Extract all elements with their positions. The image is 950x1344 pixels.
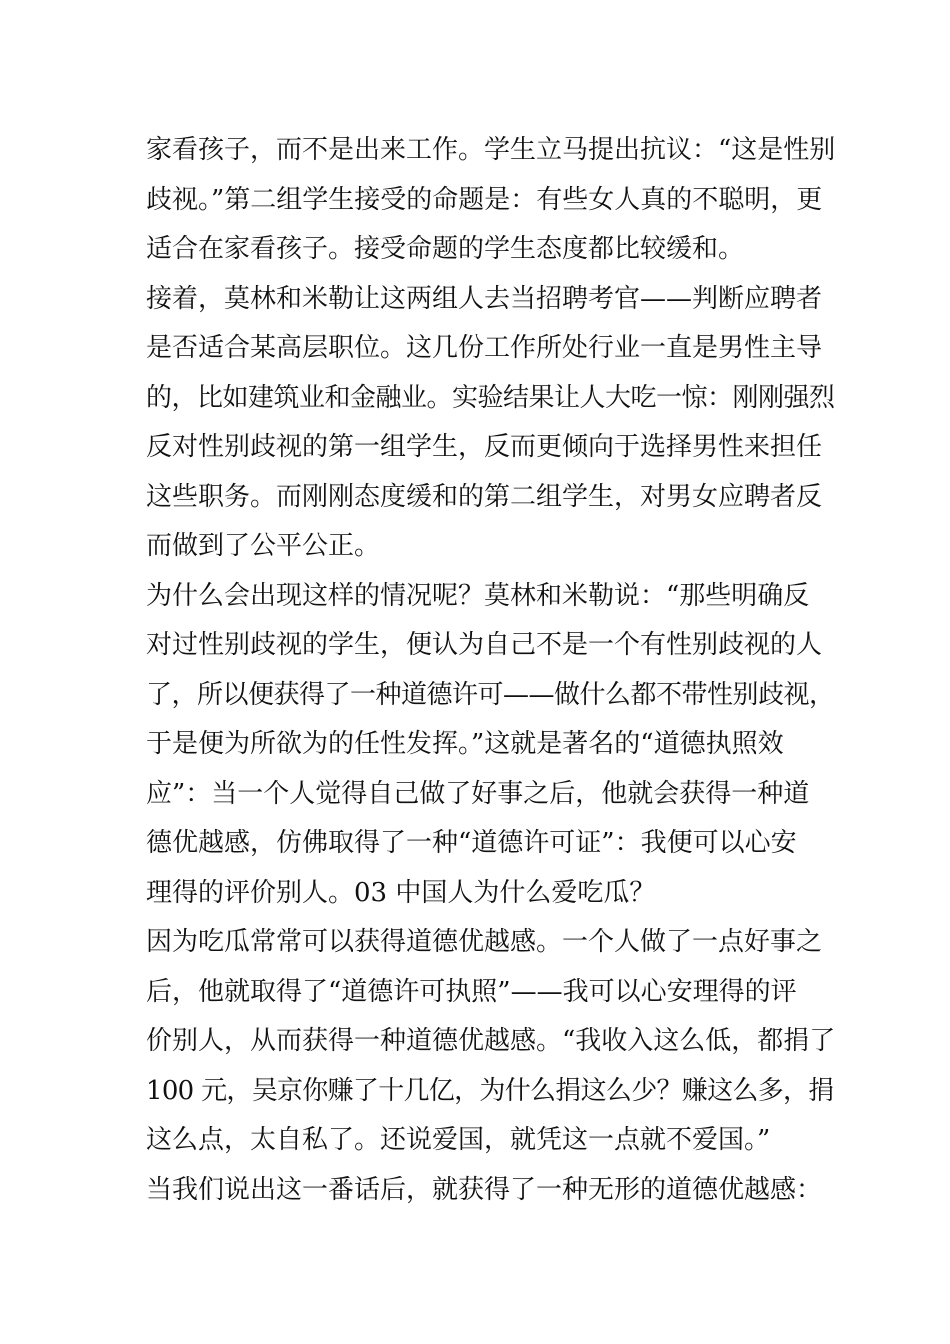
text-line: 德优越感，仿佛取得了一种“道德许可证”：我便可以心安 [146, 828, 797, 858]
text-line: 这些职务。而刚刚态度缓和的第二组学生，对男女应聘者反 [146, 481, 823, 512]
body-text [146, 126, 836, 1215]
text-line: 而做到了公平公正。 [146, 531, 381, 561]
text-line: 于是便为所欲为的任性发挥。”这就是著名的“道德执照效 [146, 729, 784, 759]
text-line: 这么点，太自私了。还说爱国，就凭这一点就不爱国。” [146, 1125, 771, 1155]
text-line: 对过性别歧视的学生，便认为自己不是一个有性别歧视的人 [146, 630, 823, 660]
text-line: 是否适合某高层职位。这几份工作所处行业一直是男性主导 [146, 333, 823, 363]
text-line: 反对性别歧视的第一组学生，反而更倾向于选择男性来担任 [146, 432, 823, 462]
text-line: 接着，莫林和米勒让这两组人去当招聘考官——判断应聘者 [146, 283, 823, 314]
text-line: 为什么会出现这样的情况呢？莫林和米勒说：“那些明确反 [146, 580, 810, 611]
text-line: 后，他就取得了“道德许可执照”——我可以心安理得的评 [146, 976, 797, 1007]
text-line: 了，所以便获得了一种道德许可——做什么都不带性别歧视， [146, 679, 835, 710]
text-line: 当我们说出这一番话后，就获得了一种无形的道德优越感： [146, 1174, 823, 1205]
text-line: 应”：当一个人觉得自己做了好事之后，他就会获得一种道 [146, 778, 810, 809]
text-line: 因为吃瓜常常可以获得道德优越感。一个人做了一点好事之 [146, 927, 823, 957]
text-line: 100 元，吴京你赚了十几亿，为什么捐这么少？赚这么多，捐 [146, 1075, 834, 1106]
text-line: 适合在家看孩子。接受命题的学生态度都比较缓和。 [146, 234, 745, 264]
text-line: 的，比如建筑业和金融业。实验结果让人大吃一惊：刚刚强烈 [146, 382, 835, 413]
text-line: 家看孩子，而不是出来工作。学生立马提出抗议：“这是性别 [146, 135, 836, 165]
text-line: 歧视。”第二组学生接受的命题是：有些女人真的不聪明，更 [146, 184, 823, 215]
text-line: 理得的评价别人。03 中国人为什么爱吃瓜？ [146, 877, 656, 908]
text-line: 价别人，从而获得一种道德优越感。“我收入这么低，都捐了 [146, 1026, 836, 1056]
